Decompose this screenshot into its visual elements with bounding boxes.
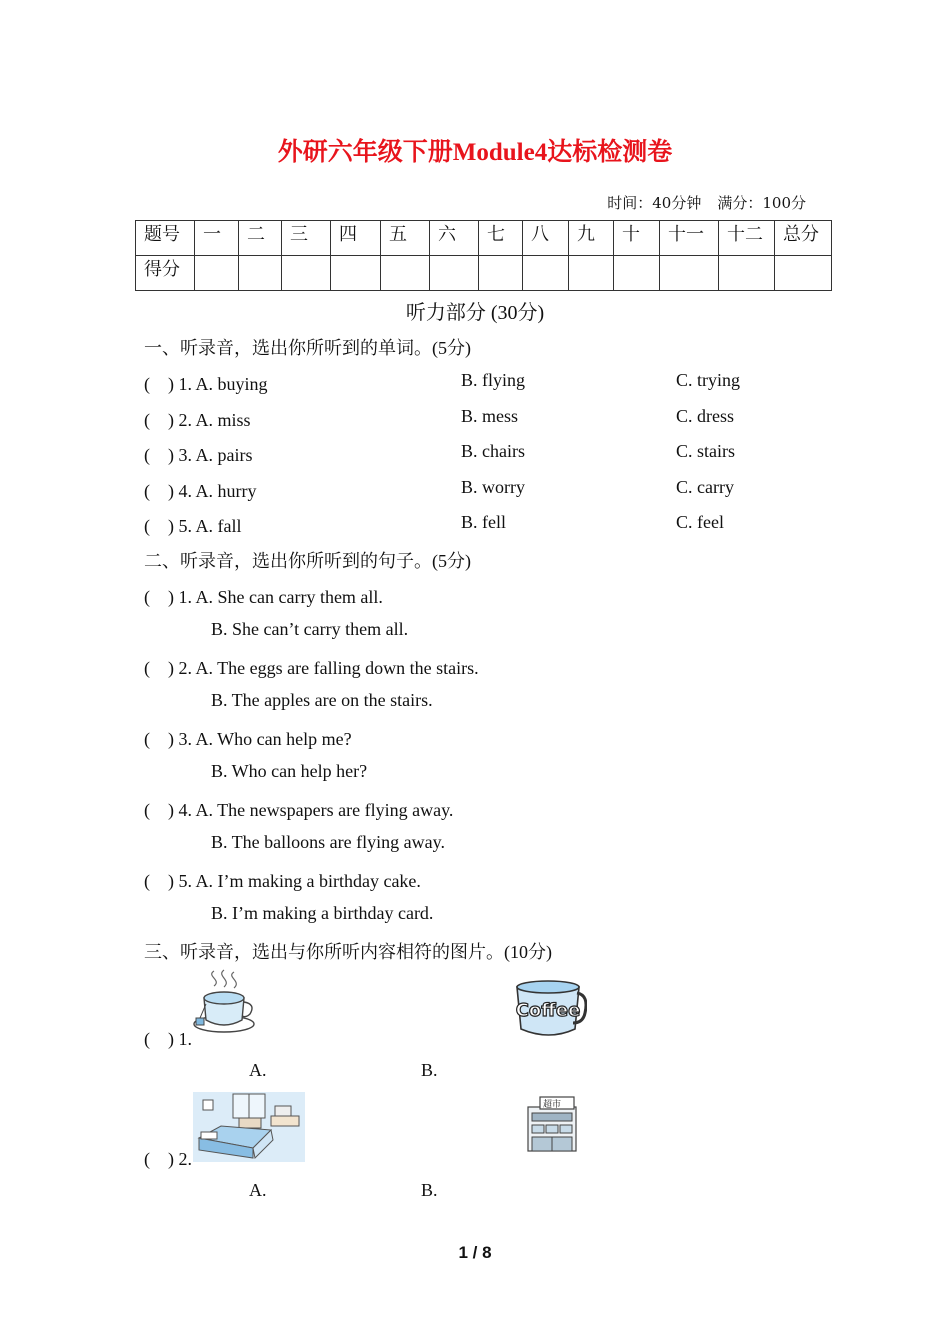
part1-q5-option-b: B. fell <box>461 512 506 532</box>
tea-cup-image <box>192 968 258 1042</box>
score-table-header-row <box>136 221 832 256</box>
part2-q5-option-a: ( ) 5. A. I’m making a birthday cake. <box>144 871 421 891</box>
score-input-cell[interactable] <box>430 256 479 291</box>
score-input-cell[interactable] <box>381 256 430 291</box>
table-cell: 题号 <box>136 221 195 256</box>
part2-q2-option-b: B. The apples are on the stairs. <box>211 690 433 710</box>
part2-q1-option-a: ( ) 1. A. She can carry them all. <box>144 587 383 607</box>
part2-q5-option-b: B. I’m making a birthday card. <box>211 903 434 923</box>
score-input-cell[interactable] <box>239 256 282 291</box>
part2-q4-option-b: B. The balloons are flying away. <box>211 832 445 852</box>
score-input-cell[interactable] <box>719 256 775 291</box>
part2-q3-option-b: B. Who can help her? <box>211 761 368 781</box>
full-score: 满分：100分 <box>717 194 806 212</box>
score-table-score-row <box>136 256 832 291</box>
table-cell: 五 <box>381 221 430 256</box>
part1-q2-option-a: ( ) 2. A. miss <box>144 410 251 430</box>
part3-q1-label: ( ) 1. <box>144 1029 192 1049</box>
score-input-cell[interactable] <box>775 256 832 291</box>
part3-q2-option-b: B. <box>421 1180 438 1200</box>
part3-q1-option-b: B. <box>421 1060 438 1080</box>
part1-q1-option-c: C. trying <box>676 370 741 390</box>
table-cell: 四 <box>331 221 381 256</box>
score-input-cell[interactable] <box>479 256 523 291</box>
table-cell: 得分 <box>136 256 195 291</box>
score-table <box>135 220 832 291</box>
time-limit: 时间：40分钟 <box>607 194 702 212</box>
supermarket-image <box>524 1095 580 1153</box>
table-cell: 六 <box>430 221 479 256</box>
page-number: 1 / 8 <box>458 1243 492 1262</box>
table-cell: 七 <box>479 221 523 256</box>
listening-section-title: 听力部分 (30分) <box>405 302 545 324</box>
store-sign-text: 超市 <box>542 1100 562 1110</box>
table-cell: 二 <box>239 221 282 256</box>
part2-q3-option-a: ( ) 3. A. Who can help me? <box>144 729 352 749</box>
score-input-cell[interactable] <box>331 256 381 291</box>
table-cell: 一 <box>195 221 239 256</box>
part2-q4-option-a: ( ) 4. A. The newspapers are flying away. <box>144 800 454 820</box>
table-cell: 八 <box>523 221 569 256</box>
score-input-cell[interactable] <box>660 256 719 291</box>
table-cell: 三 <box>282 221 331 256</box>
part1-q2-option-b: B. mess <box>461 406 519 426</box>
score-input-cell[interactable] <box>195 256 239 291</box>
part2-q2-option-a: ( ) 2. A. The eggs are falling down the stairs. <box>144 658 479 678</box>
part3-q2-label: ( ) 2. <box>144 1149 192 1169</box>
part3-heading: 三、听录音，选出与你所听内容相符的图片。(10分) <box>144 942 552 962</box>
part1-heading: 一、听录音，选出你所听到的单词。(5分) <box>144 338 471 358</box>
score-input-cell[interactable] <box>614 256 660 291</box>
part1-q5-option-a: ( ) 5. A. fall <box>144 516 242 536</box>
part1-q3-option-c: C. stairs <box>676 441 736 461</box>
table-cell: 十二 <box>719 221 775 256</box>
exam-meta <box>591 192 806 213</box>
score-input-cell[interactable] <box>523 256 569 291</box>
part2-heading: 二、听录音，选出你所听到的句子。(5分) <box>144 551 471 571</box>
part1-q1-option-b: B. flying <box>461 370 526 390</box>
part1-q5-option-c: C. feel <box>676 512 724 532</box>
score-input-cell[interactable] <box>569 256 614 291</box>
table-cell: 九 <box>569 221 614 256</box>
part1-q3-option-b: B. chairs <box>461 441 525 461</box>
bedroom-image <box>193 1092 305 1162</box>
part1-q3-option-a: ( ) 3. A. pairs <box>144 445 253 465</box>
part3-q1-option-a: A. <box>249 1060 267 1080</box>
part1-q1-option-a: ( ) 1. A. buying <box>144 374 268 394</box>
table-cell: 总分 <box>775 221 832 256</box>
coffee-cup-image <box>513 979 587 1041</box>
page-title: 外研六年级下册Module4达标检测卷 <box>277 139 673 166</box>
score-input-cell[interactable] <box>282 256 331 291</box>
part1-q4-option-a: ( ) 4. A. hurry <box>144 481 257 501</box>
part3-q2-option-a: A. <box>249 1180 267 1200</box>
part1-q4-option-c: C. carry <box>676 477 734 497</box>
table-cell: 十 <box>614 221 660 256</box>
coffee-cup-text: Coffee <box>515 1000 581 1021</box>
table-cell: 十一 <box>660 221 719 256</box>
part1-q4-option-b: B. worry <box>461 477 525 497</box>
part1-q2-option-c: C. dress <box>676 406 734 426</box>
part2-q1-option-b: B. She can’t carry them all. <box>211 619 409 639</box>
